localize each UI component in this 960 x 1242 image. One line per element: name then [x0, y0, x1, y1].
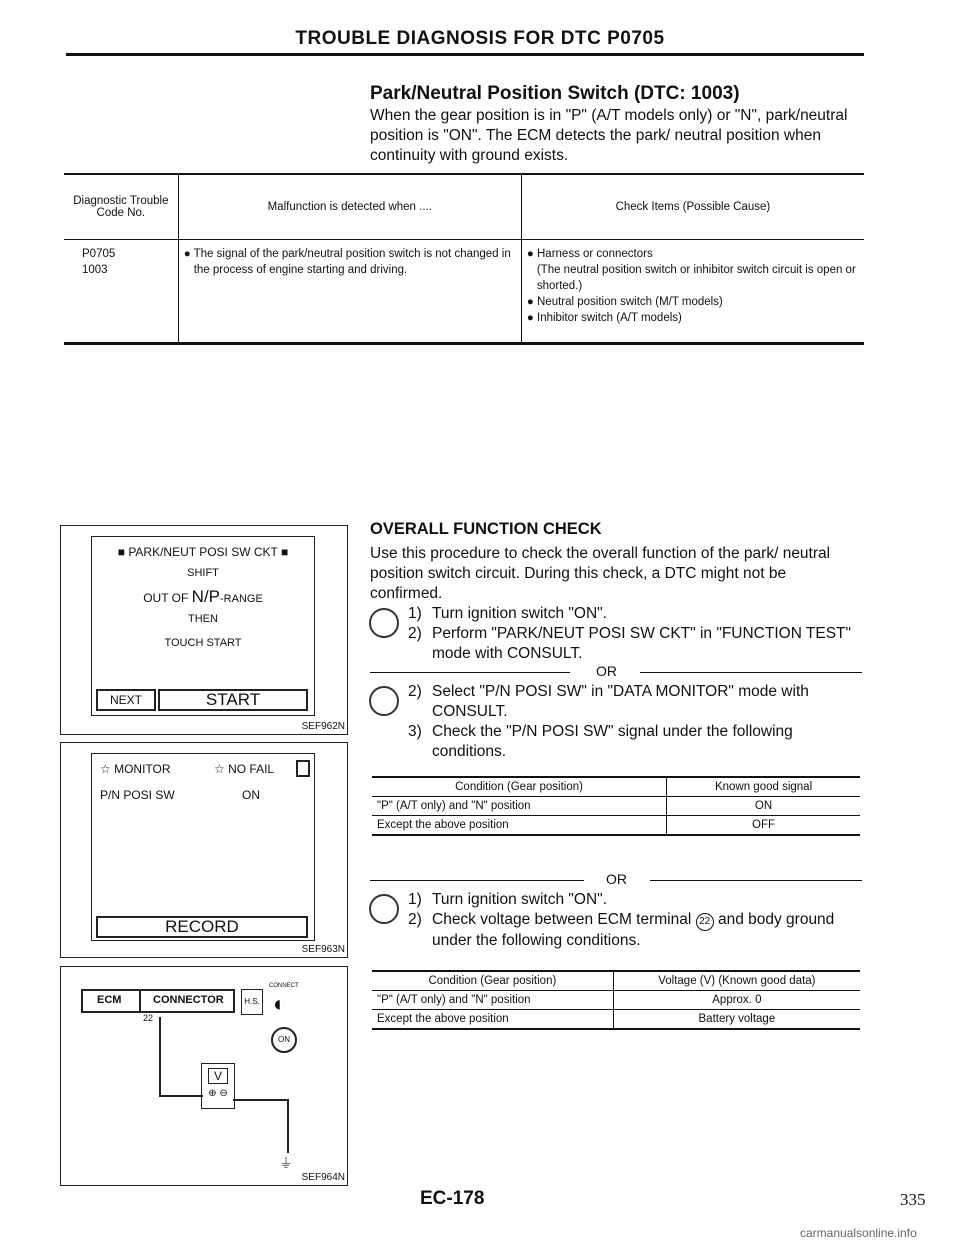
figure-code: SEF964N [301, 1172, 345, 1183]
figure-function-test [60, 525, 348, 735]
step-number: 2) [408, 911, 422, 928]
ecm-connector [81, 989, 235, 1013]
dtc-table [64, 173, 864, 345]
step-text: Check voltage between ECM terminal 22 and body ground under the following conditions. [432, 911, 835, 949]
check-item-note: (The neutral position switch or inhibitor switch circuit is open or shorted.) [536, 264, 856, 292]
dtc-code: P0705 [82, 248, 116, 260]
table-cell: Except the above position [372, 1010, 613, 1030]
overall-intro: Use this procedure to check the overall function of the park/ neutral position switch circuit. During this check, a DTC might not be confirmed. [370, 545, 831, 602]
header-malfunction: Malfunction is detected when .... [178, 174, 521, 240]
table-cell: "P" (A/T only) and "N" position [372, 991, 613, 1010]
figure-code: SEF962N [301, 721, 345, 732]
terminal-number: 22 [696, 913, 714, 931]
screen-line: THEN [188, 613, 218, 625]
or-divider [640, 672, 862, 673]
step-number: 2) [408, 625, 422, 642]
harness-side-icon: H.S. [241, 989, 263, 1015]
overall-title: OVERALL FUNCTION CHECK [370, 520, 602, 538]
voltmeter-display: V [208, 1068, 228, 1084]
check-item: ● Inhibitor switch (A/T models) [526, 312, 682, 324]
page-number: 335 [900, 1190, 926, 1209]
step-text: Perform "PARK/NEUT POSI SW CKT" in "FUNCTION TEST" mode with CONSULT. [432, 625, 852, 662]
ecm-label: ECM [97, 994, 122, 1006]
step-number: 1) [408, 605, 422, 622]
monitor-screen [91, 753, 315, 941]
connector-label: CONNECTOR [153, 994, 224, 1006]
consult-icon [369, 686, 399, 716]
figure-voltage-check [60, 966, 348, 1186]
consult-icon [369, 608, 399, 638]
header-check-items: Check Items (Possible Cause) [521, 174, 864, 240]
step-text: Check the "P/N POSI SW" signal under the following conditions. [432, 723, 793, 760]
step-text: Turn ignition switch "ON". [432, 605, 607, 622]
table-header: Condition (Gear position) [372, 777, 667, 797]
step-text: Turn ignition switch "ON". [432, 891, 607, 908]
probe-wire [159, 1095, 203, 1097]
ground-wire [287, 1099, 289, 1153]
figure-code: SEF963N [301, 944, 345, 955]
start-button[interactable]: START [158, 689, 308, 711]
table-cell: Approx. 0 [613, 991, 860, 1010]
or-divider [370, 880, 584, 881]
monitor-value: ON [242, 788, 260, 802]
table-cell: ON [667, 797, 860, 816]
check-item: ● Neutral position switch (M/T models) [526, 296, 723, 308]
ground-wire [233, 1099, 289, 1101]
monitor-item: P/N POSI SW [100, 788, 175, 802]
probe-wire [159, 1017, 161, 1095]
voltage-table [372, 970, 860, 1030]
signal-table [372, 776, 860, 836]
screen-line: TOUCH START [164, 637, 242, 649]
step-text: Select "P/N POSI SW" in "DATA MONITOR" mode with CONSULT. [432, 683, 809, 720]
table-cell: "P" (A/T only) and "N" position [372, 797, 667, 816]
table-cell: Battery voltage [613, 1010, 860, 1030]
check-items-cell [521, 240, 864, 344]
step-number: 1) [408, 891, 422, 908]
dtc-code-cell [64, 240, 178, 344]
table-header: Voltage (V) (Known good data) [613, 971, 860, 991]
table-header: Known good signal [667, 777, 860, 797]
header-dtc: Diagnostic Trouble Code No. [64, 174, 178, 240]
record-button[interactable]: RECORD [96, 916, 308, 938]
table-cell: Except the above position [372, 816, 667, 836]
page-code: EC-178 [420, 1188, 485, 1209]
table-header: Condition (Gear position) [372, 971, 613, 991]
section-description: When the gear position is in "P" (A/T models only) or "N", park/neutral position is "ON". The ECM detects the park/ neutral position when continuity with ground exists. [370, 107, 848, 164]
dtc-number: 1003 [82, 264, 108, 276]
watermark: carmanualsonline.info [800, 1226, 917, 1240]
screen-title: ■ PARK/NEUT POSI SW CKT ■ [117, 545, 289, 559]
or-divider [650, 880, 862, 881]
or-label: OR [606, 871, 627, 887]
checkbox-icon [296, 760, 310, 777]
step-number: 2) [408, 683, 422, 700]
connector-divider [139, 991, 141, 1011]
table-cell: OFF [667, 816, 860, 836]
next-button[interactable]: NEXT [96, 689, 156, 711]
figure-data-monitor [60, 742, 348, 958]
voltmeter-icon [369, 894, 399, 924]
step-number: 3) [408, 723, 422, 740]
ground-icon: ⏚ [279, 1155, 293, 1171]
ignition-on-icon: ON [271, 1027, 297, 1053]
voltmeter [201, 1063, 235, 1109]
consult-screen [91, 536, 315, 716]
screen-line: OUT OF N/P-RANGE [143, 587, 263, 606]
or-divider [370, 672, 570, 673]
connector-icon: ◐ [273, 991, 287, 1016]
monitor-label: ☆ MONITOR [100, 762, 171, 776]
malfunction-cell [178, 240, 521, 344]
no-fail-label: ☆ NO FAIL [214, 762, 275, 776]
malfunction-text: ● The signal of the park/neutral position switch is not changed in the process of engine starting and driving. [183, 248, 511, 276]
or-label: OR [596, 663, 617, 679]
screen-line: SHIFT [187, 567, 219, 579]
check-item: ● Harness or connectors [526, 248, 653, 260]
connect-label: CONNECT [269, 983, 299, 989]
voltmeter-terminals: ⊕ ⊖ [208, 1088, 228, 1099]
section-title: Park/Neutral Position Switch (DTC: 1003) [370, 83, 740, 104]
title-rule [66, 53, 864, 56]
pin-number: 22 [143, 1013, 154, 1023]
page-title: TROUBLE DIAGNOSIS FOR DTC P0705 [295, 28, 665, 49]
